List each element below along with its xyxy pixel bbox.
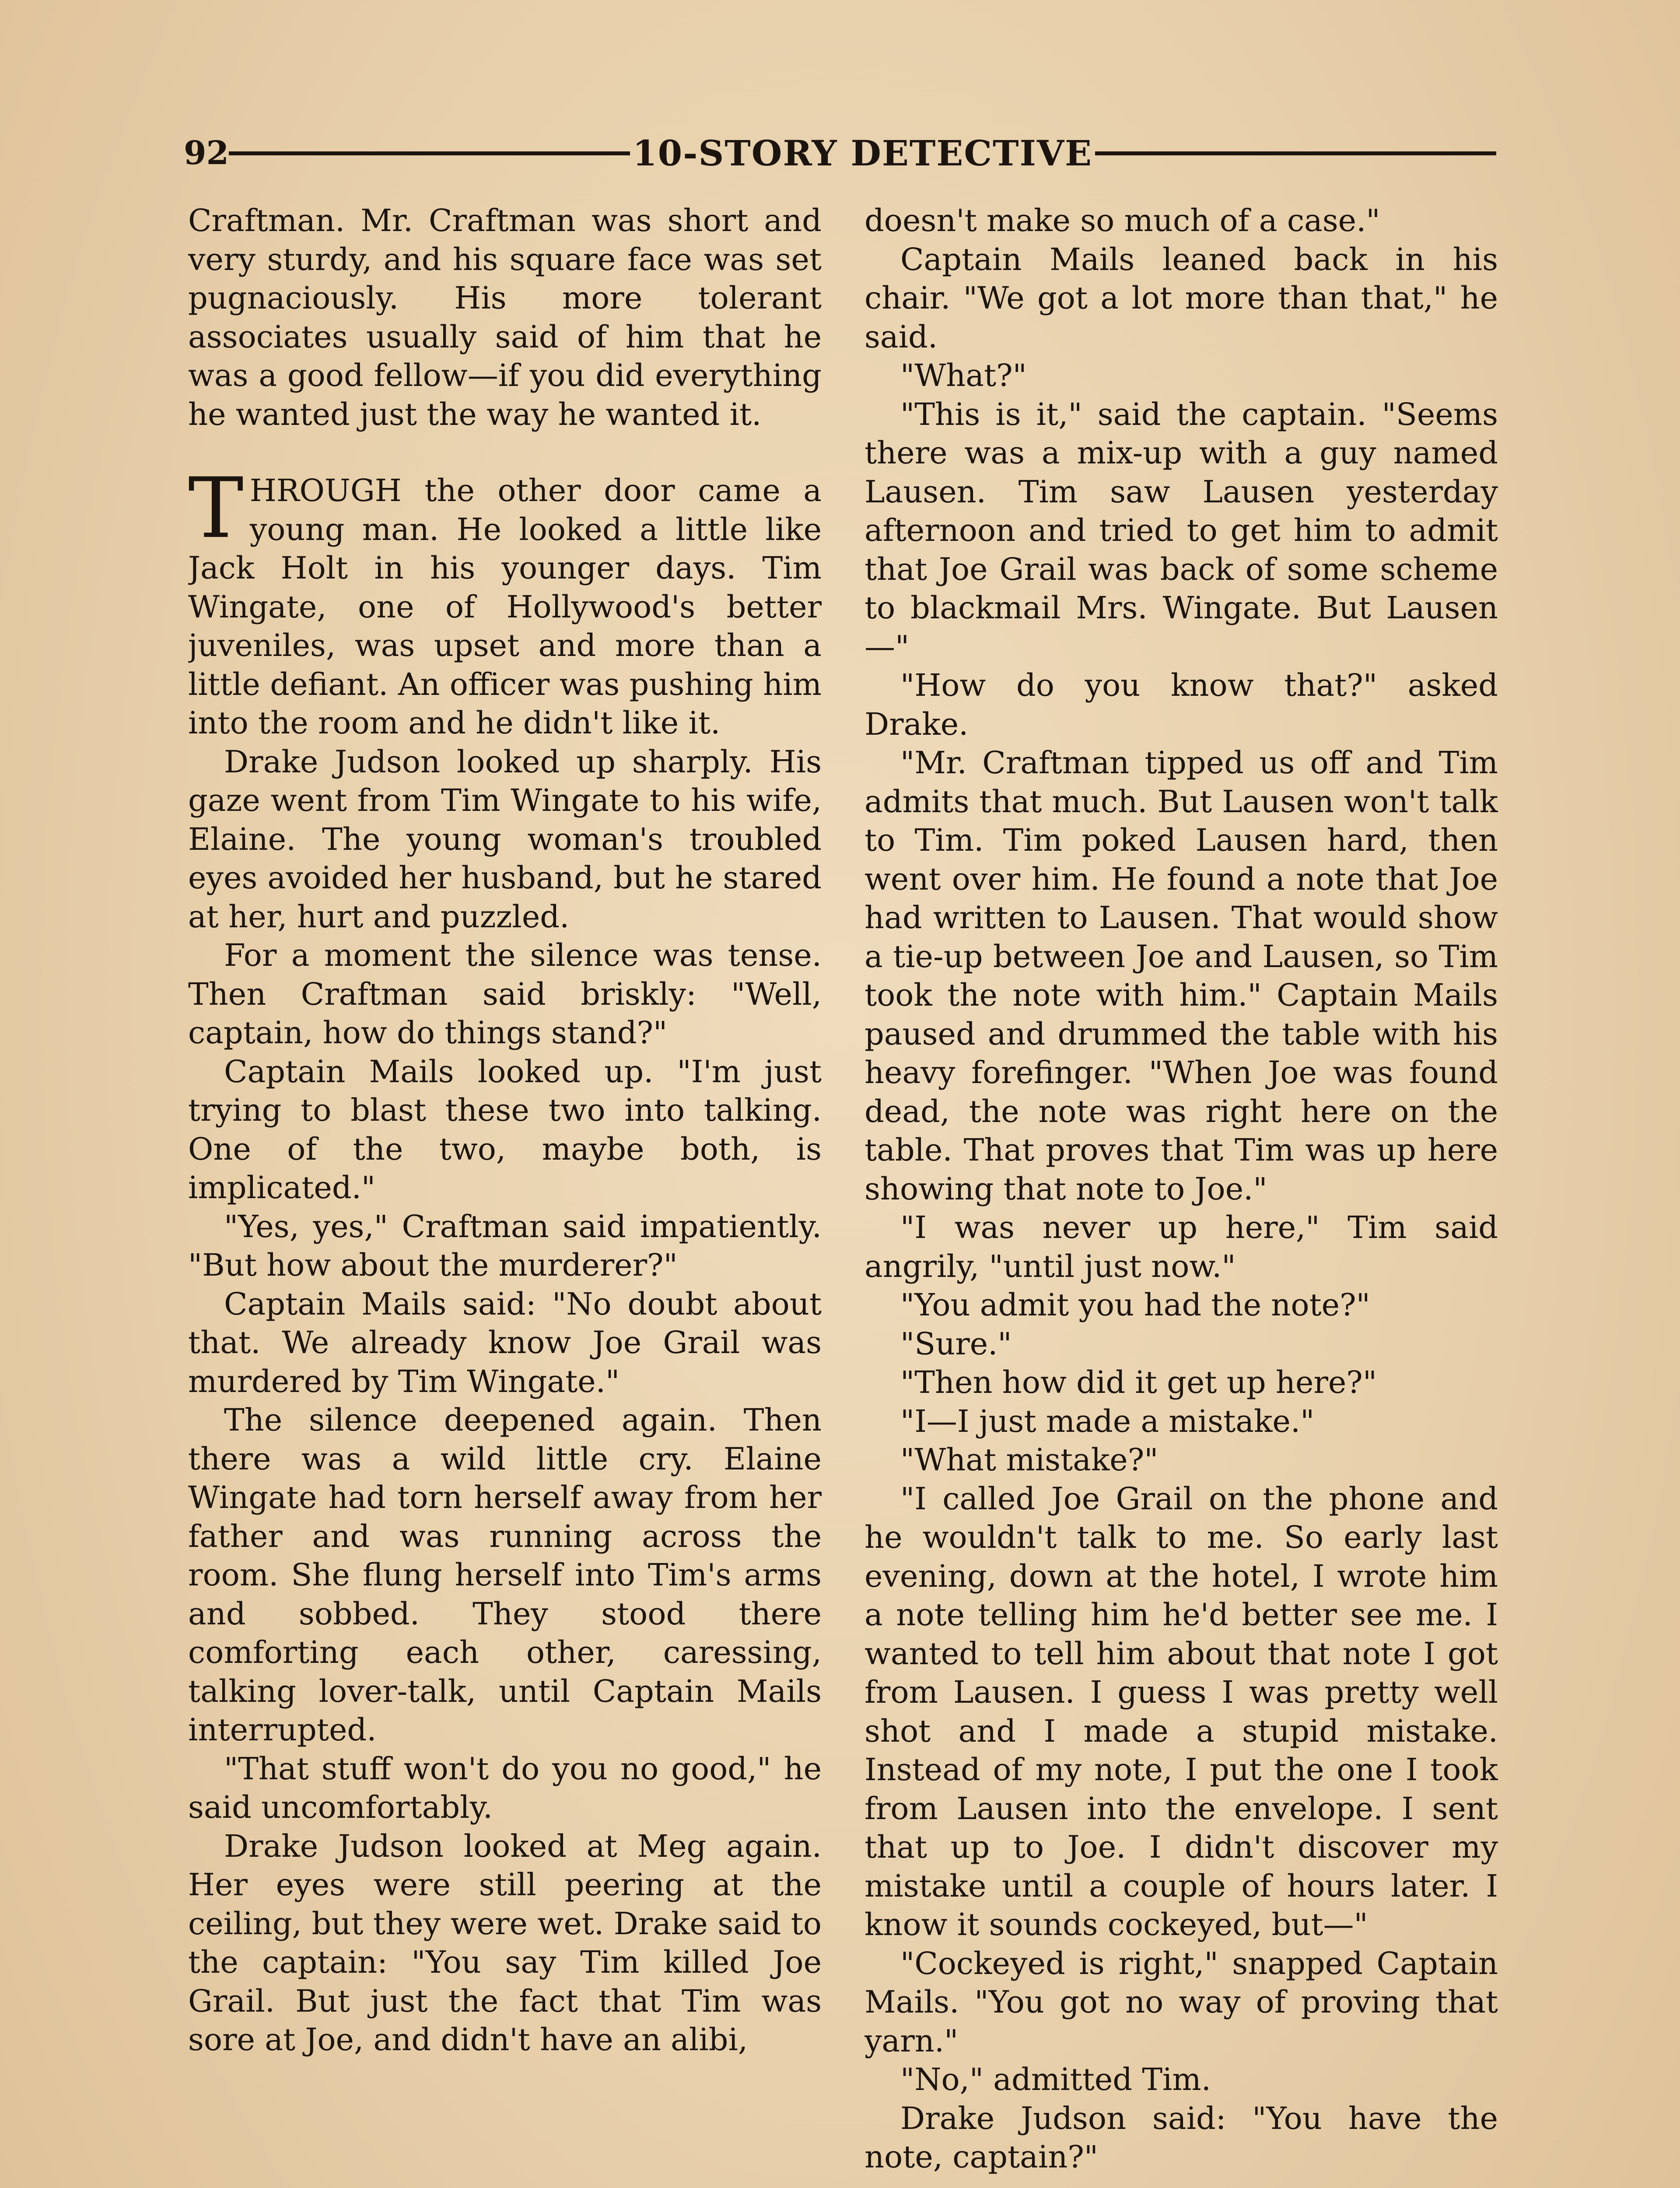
paragraph: "You admit you had the note?" [900,1287,1370,1323]
paragraph: "How do you know that?" asked Drake. [864,667,1498,742]
running-title: 10-STORY DETECTIVE [632,133,1093,174]
paragraph: Drake Judson said: "You have the note, captain?" [864,2100,1498,2175]
paragraph: "Cockeyed is right," snapped Captain Mails. "You got no way of proving that yarn." [864,1945,1498,2059]
dropcap-letter: T [188,460,244,557]
paragraph: The silence deepened again. Then there was a wild little cry. Elaine Wingate had torn herself away from her father and was running across the room. She flung herself into Tim's arms and sobbed. They stood there comforting each other, caressing, talking lover-talk, until Captain Mails interrupted. [188,1402,822,1748]
paragraph: "What?" [900,358,1027,393]
right-column [864,201,1498,2188]
paragraph: Drake Judson looked at Meg again. Her eyes were still peering at the ceiling, but they were wet. Drake said to the captain: "You say Tim killed Joe Grail. But just the fact that Tim was sore at Joe, and didn't have an alibi, [188,1828,822,2058]
header-rule-left [229,151,630,155]
paragraph: "That stuff won't do you no good," he said uncomfortably. [188,1750,822,1825]
paragraph: "This is it," said the captain. "Seems there was a mix-up with a guy named Lausen. Tim saw Lausen yesterday afternoon and tried to get him to admit that Joe Grail was back of some scheme to blackmail Mrs. Wingate. But Lausen—" [864,396,1498,665]
paragraph: For a moment the silence was tense. Then Craftman said briskly: "Well, captain, how do things stand?" [188,937,822,1051]
paragraph: Captain Mails said: "No doubt about that. We already know Joe Grail was murdered by Tim Wingate." [188,1286,822,1399]
paragraph: "What mistake?" [900,1442,1158,1478]
paragraph: Drake Judson looked up sharply. His gaze went from Tim Wingate to his wife, Elaine. The young woman's troubled eyes avoided her husband, but he stared at her, hurt and puzzled. [188,743,822,935]
header-rule-right [1095,151,1496,155]
page-number: 92 [184,134,229,172]
paragraph: "Mr. Craftman tipped us off and Tim admits that much. But Lausen won't talk to Tim. Tim poked Lausen hard, then went over him. He found a note that Joe had written to Lausen. That would show a tie-up between Joe and Lausen, so Tim took the note with him." Captain Mails paused and drummed the table with his heavy forefinger. "When Joe was found dead, the note was right here on the table. That proves that Tim was up here showing that note to Joe." [864,745,1498,1207]
paragraph: "I called Joe Grail on the phone and he wouldn't talk to me. So early last evening, down at the hotel, I wrote him a note telling him he'd better see me. I wanted to tell him about that note I got from Lausen. I guess I was pretty well shot and I made a stupid mistake. Instead of my note, I put the one I took from Lausen into the envelope. I sent that up to Joe. I didn't discover my mistake until a couple of hours later. I know it sounds cockeyed, but—" [864,1480,1498,1943]
paragraph: "No," admitted Tim. [900,2062,1211,2097]
paragraph: Captain Mails looked up. "I'm just trying to blast these two into talking. One of the two, maybe both, is implicated." [188,1053,822,1206]
paragraph: Craftman. Mr. Craftman was short and very sturdy, and his square face was set pugnaciously. His more tolerant associates usually said of him that he was a good fellow—if you did everything he wanted just the way he wanted it. [188,203,822,432]
dropcap-paragraph [188,460,822,743]
left-column [188,201,822,2188]
paragraph: "Yes, yes," Craftman said impatiently. "But how about the murderer?" [188,1208,822,1283]
paragraph: "Then how did it get up here?" [900,1364,1377,1400]
paragraph: doesn't make so much of a case." [864,203,1380,238]
paragraph-text: HROUGH the other door came a young man. He looked a little like Jack Holt in his younger days. Tim Wingate, one of Hollywood's better juveniles, was upset and more than a little defiant. An officer was pushing him into the room and he didn't like it. [188,473,822,741]
paragraph: "I was never up here," Tim said angrily, "until just now." [864,1210,1498,1284]
paragraph: "Sure." [900,1325,1012,1362]
paragraph: "I—I just made a mistake." [900,1403,1315,1439]
page-header [184,131,1496,175]
paragraph: Captain Mails leaned back in his chair. "We got a lot more than that," he said. [864,241,1498,355]
